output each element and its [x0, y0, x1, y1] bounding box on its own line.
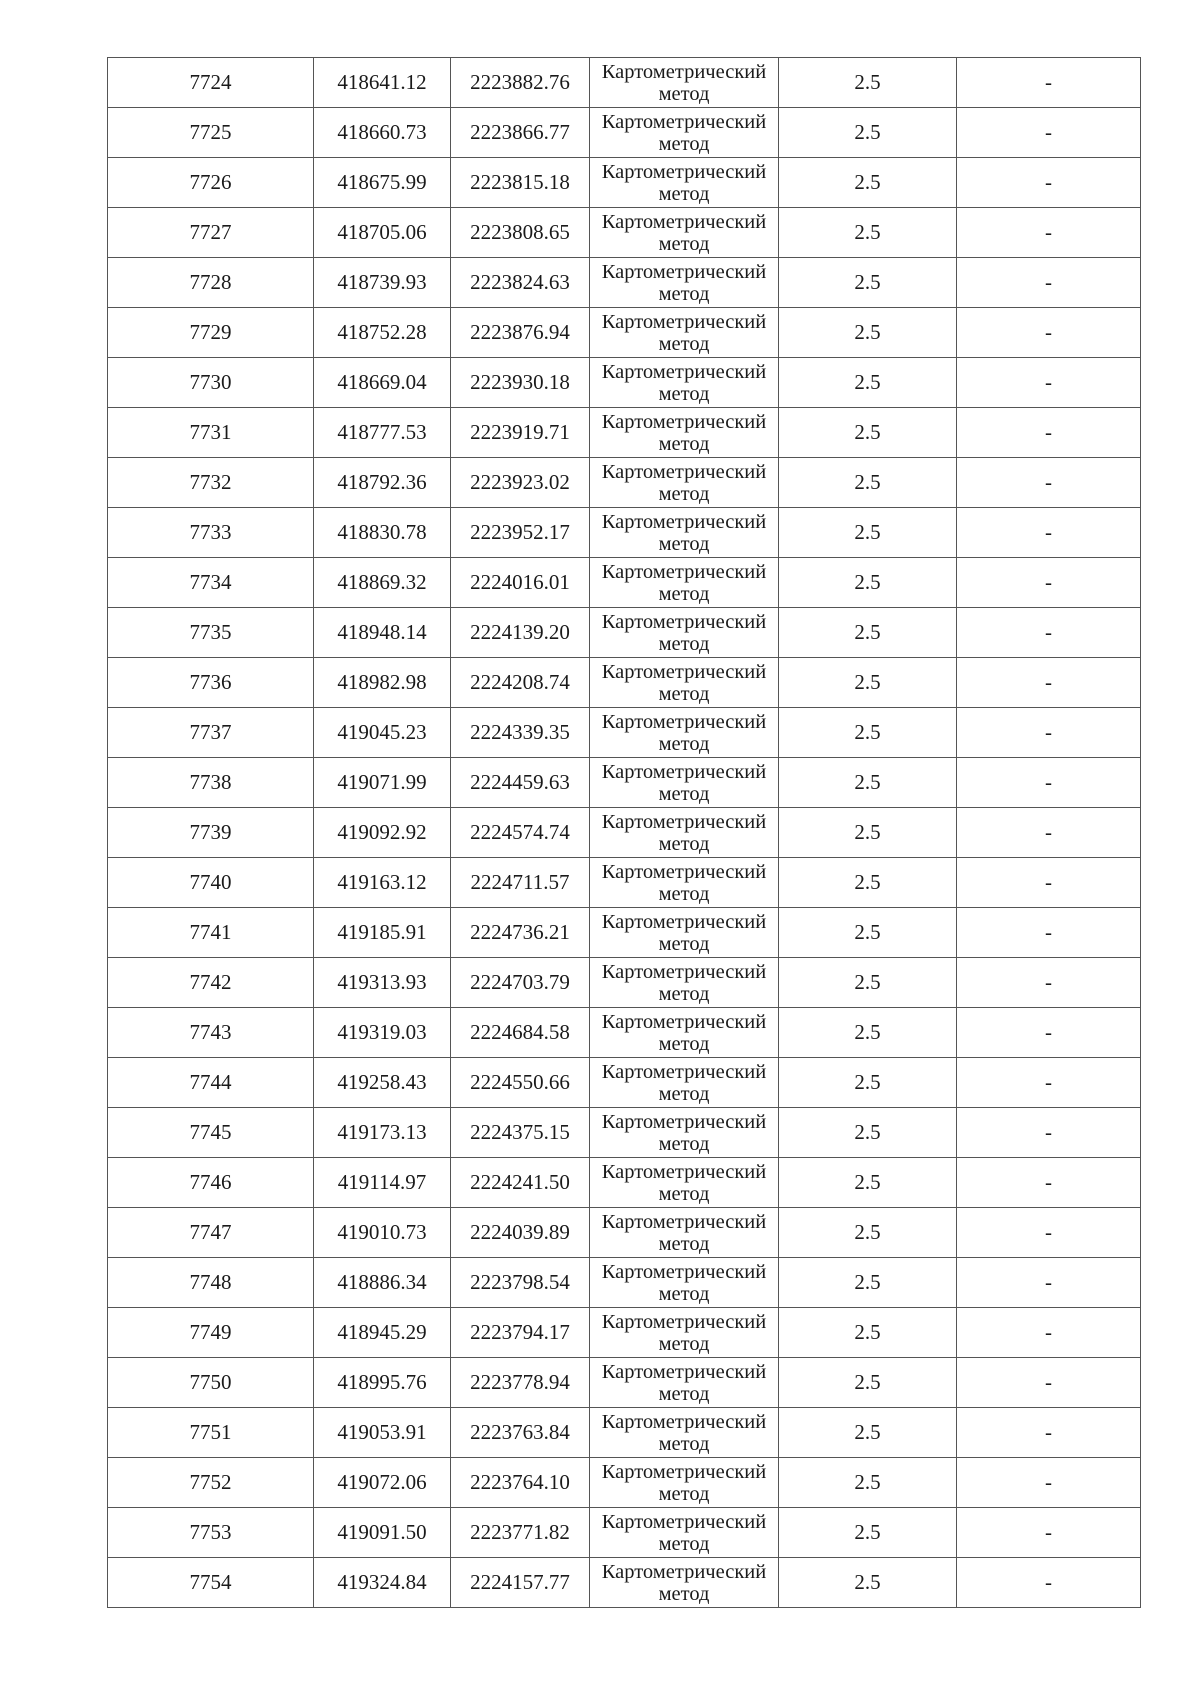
- precision-cell: 2.5: [779, 1558, 957, 1608]
- method-label-line-2: метод: [658, 832, 710, 855]
- description-cell: -: [957, 558, 1141, 608]
- point-number-cell: 7750: [108, 1358, 314, 1408]
- precision-cell: 2.5: [779, 958, 957, 1008]
- method-label-line-2: метод: [658, 1182, 710, 1205]
- method-cell: [590, 158, 779, 208]
- method-label-line-1: Картометрический: [601, 1510, 767, 1533]
- method-cell: [590, 1358, 779, 1408]
- x-coordinate-cell: 419045.23: [314, 708, 451, 758]
- method-label-line-2: метод: [658, 1032, 710, 1055]
- method-label-line-1: Картометрический: [601, 1560, 767, 1583]
- precision-cell: 2.5: [779, 1308, 957, 1358]
- x-coordinate-cell: 418948.14: [314, 608, 451, 658]
- coordinates-table: [107, 57, 1141, 1608]
- y-coordinate-cell: 2223763.84: [451, 1408, 590, 1458]
- precision-cell: 2.5: [779, 758, 957, 808]
- precision-cell: 2.5: [779, 1108, 957, 1158]
- point-number-cell: 7735: [108, 608, 314, 658]
- y-coordinate-cell: 2224016.01: [451, 558, 590, 608]
- y-coordinate-cell: 2223794.17: [451, 1308, 590, 1358]
- y-coordinate-cell: 2224375.15: [451, 1108, 590, 1158]
- method-label-line-1: Картометрический: [601, 210, 767, 233]
- y-coordinate-cell: 2223824.63: [451, 258, 590, 308]
- precision-cell: 2.5: [779, 808, 957, 858]
- method-label-line-2: метод: [658, 82, 710, 105]
- method-cell: [590, 1158, 779, 1208]
- description-cell: -: [957, 108, 1141, 158]
- description-cell: -: [957, 658, 1141, 708]
- point-number-cell: 7736: [108, 658, 314, 708]
- point-number-cell: 7746: [108, 1158, 314, 1208]
- point-number-cell: 7744: [108, 1058, 314, 1108]
- method-label-line-2: метод: [658, 1082, 710, 1105]
- table-row: [108, 1108, 1141, 1158]
- description-cell: -: [957, 708, 1141, 758]
- precision-cell: 2.5: [779, 558, 957, 608]
- method-label-line-1: Картометрический: [601, 710, 767, 733]
- method-cell: [590, 1508, 779, 1558]
- method-cell: [590, 908, 779, 958]
- method-label-line-2: метод: [658, 932, 710, 955]
- precision-cell: 2.5: [779, 1258, 957, 1308]
- method-cell: [590, 558, 779, 608]
- x-coordinate-cell: 418995.76: [314, 1358, 451, 1408]
- y-coordinate-cell: 2223764.10: [451, 1458, 590, 1508]
- x-coordinate-cell: 418830.78: [314, 508, 451, 558]
- method-cell: [590, 258, 779, 308]
- table-row: [108, 358, 1141, 408]
- y-coordinate-cell: 2224241.50: [451, 1158, 590, 1208]
- precision-cell: 2.5: [779, 58, 957, 108]
- method-label-line-2: метод: [658, 882, 710, 905]
- description-cell: -: [957, 1408, 1141, 1458]
- method-label-line-1: Картометрический: [601, 810, 767, 833]
- method-cell: [590, 1458, 779, 1508]
- method-label-line-1: Картометрический: [601, 1460, 767, 1483]
- x-coordinate-cell: 418752.28: [314, 308, 451, 358]
- method-label-line-1: Картометрический: [601, 1060, 767, 1083]
- method-cell: [590, 1008, 779, 1058]
- x-coordinate-cell: 419173.13: [314, 1108, 451, 1158]
- table-row: [108, 1508, 1141, 1558]
- description-cell: -: [957, 208, 1141, 258]
- precision-cell: 2.5: [779, 1408, 957, 1458]
- method-cell: [590, 608, 779, 658]
- table-row: [108, 158, 1141, 208]
- method-label-line-2: метод: [658, 132, 710, 155]
- point-number-cell: 7751: [108, 1408, 314, 1458]
- table-row: [108, 858, 1141, 908]
- description-cell: -: [957, 358, 1141, 408]
- y-coordinate-cell: 2224039.89: [451, 1208, 590, 1258]
- method-label-line-1: Картометрический: [601, 460, 767, 483]
- x-coordinate-cell: 418982.98: [314, 658, 451, 708]
- method-label-line-2: метод: [658, 982, 710, 1005]
- x-coordinate-cell: 418777.53: [314, 408, 451, 458]
- method-label-line-1: Картометрический: [601, 410, 767, 433]
- method-label-line-1: Картометрический: [601, 1360, 767, 1383]
- y-coordinate-cell: 2223930.18: [451, 358, 590, 408]
- description-cell: -: [957, 258, 1141, 308]
- point-number-cell: 7725: [108, 108, 314, 158]
- x-coordinate-cell: 418869.32: [314, 558, 451, 608]
- method-label-line-1: Картометрический: [601, 1310, 767, 1333]
- point-number-cell: 7739: [108, 808, 314, 858]
- description-cell: -: [957, 858, 1141, 908]
- y-coordinate-cell: 2223815.18: [451, 158, 590, 208]
- x-coordinate-cell: 418705.06: [314, 208, 451, 258]
- point-number-cell: 7730: [108, 358, 314, 408]
- y-coordinate-cell: 2223876.94: [451, 308, 590, 358]
- point-number-cell: 7742: [108, 958, 314, 1008]
- y-coordinate-cell: 2223882.76: [451, 58, 590, 108]
- table-row: [108, 1358, 1141, 1408]
- x-coordinate-cell: 419091.50: [314, 1508, 451, 1558]
- method-cell: [590, 458, 779, 508]
- method-cell: [590, 1208, 779, 1258]
- y-coordinate-cell: 2223866.77: [451, 108, 590, 158]
- precision-cell: 2.5: [779, 1058, 957, 1108]
- method-label-line-2: метод: [658, 782, 710, 805]
- description-cell: -: [957, 758, 1141, 808]
- x-coordinate-cell: 419313.93: [314, 958, 451, 1008]
- table-row: [108, 658, 1141, 708]
- method-label-line-1: Картометрический: [601, 1210, 767, 1233]
- description-cell: -: [957, 508, 1141, 558]
- method-label-line-2: метод: [658, 332, 710, 355]
- x-coordinate-cell: 418886.34: [314, 1258, 451, 1308]
- y-coordinate-cell: 2224339.35: [451, 708, 590, 758]
- method-label-line-1: Картометрический: [601, 1010, 767, 1033]
- method-label-line-2: метод: [658, 282, 710, 305]
- precision-cell: 2.5: [779, 1008, 957, 1058]
- table-row: [108, 58, 1141, 108]
- point-number-cell: 7752: [108, 1458, 314, 1508]
- precision-cell: 2.5: [779, 508, 957, 558]
- method-label-line-2: метод: [658, 732, 710, 755]
- precision-cell: 2.5: [779, 658, 957, 708]
- table-row: [108, 1058, 1141, 1108]
- method-label-line-2: метод: [658, 182, 710, 205]
- precision-cell: 2.5: [779, 1508, 957, 1558]
- precision-cell: 2.5: [779, 308, 957, 358]
- x-coordinate-cell: 419053.91: [314, 1408, 451, 1458]
- table-row: [108, 108, 1141, 158]
- point-number-cell: 7726: [108, 158, 314, 208]
- method-label-line-1: Картометрический: [601, 860, 767, 883]
- table-row: [108, 1308, 1141, 1358]
- method-label-line-1: Картометрический: [601, 560, 767, 583]
- method-label-line-1: Картометрический: [601, 110, 767, 133]
- x-coordinate-cell: 418739.93: [314, 258, 451, 308]
- description-cell: -: [957, 408, 1141, 458]
- method-cell: [590, 658, 779, 708]
- method-cell: [590, 358, 779, 408]
- point-number-cell: 7729: [108, 308, 314, 358]
- method-cell: [590, 808, 779, 858]
- point-number-cell: 7745: [108, 1108, 314, 1158]
- method-cell: [590, 858, 779, 908]
- method-cell: [590, 1308, 779, 1358]
- point-number-cell: 7748: [108, 1258, 314, 1308]
- point-number-cell: 7732: [108, 458, 314, 508]
- method-label-line-1: Картометрический: [601, 160, 767, 183]
- table-row: [108, 958, 1141, 1008]
- y-coordinate-cell: 2224574.74: [451, 808, 590, 858]
- method-label-line-1: Картометрический: [601, 1160, 767, 1183]
- point-number-cell: 7754: [108, 1558, 314, 1608]
- method-label-line-2: метод: [658, 1282, 710, 1305]
- method-label-line-2: метод: [658, 1132, 710, 1155]
- point-number-cell: 7753: [108, 1508, 314, 1558]
- description-cell: -: [957, 1258, 1141, 1308]
- method-label-line-2: метод: [658, 1582, 710, 1605]
- table-row: [108, 408, 1141, 458]
- y-coordinate-cell: 2223808.65: [451, 208, 590, 258]
- table-row: [108, 258, 1141, 308]
- point-number-cell: 7741: [108, 908, 314, 958]
- table-row: [108, 1258, 1141, 1308]
- y-coordinate-cell: 2224208.74: [451, 658, 590, 708]
- y-coordinate-cell: 2224139.20: [451, 608, 590, 658]
- method-label-line-1: Картометрический: [601, 310, 767, 333]
- table-row: [108, 758, 1141, 808]
- x-coordinate-cell: 419114.97: [314, 1158, 451, 1208]
- x-coordinate-cell: 419072.06: [314, 1458, 451, 1508]
- table-row: [108, 1158, 1141, 1208]
- table-row: [108, 908, 1141, 958]
- description-cell: -: [957, 58, 1141, 108]
- method-label-line-1: Картометрический: [601, 760, 767, 783]
- x-coordinate-cell: 418792.36: [314, 458, 451, 508]
- table-body: [108, 58, 1141, 1608]
- method-label-line-2: метод: [658, 432, 710, 455]
- table-row: [108, 1008, 1141, 1058]
- table-row: [108, 458, 1141, 508]
- precision-cell: 2.5: [779, 858, 957, 908]
- y-coordinate-cell: 2224736.21: [451, 908, 590, 958]
- description-cell: -: [957, 608, 1141, 658]
- y-coordinate-cell: 2223798.54: [451, 1258, 590, 1308]
- point-number-cell: 7724: [108, 58, 314, 108]
- method-label-line-1: Картометрический: [601, 360, 767, 383]
- method-label-line-2: метод: [658, 582, 710, 605]
- method-label-line-1: Картометрический: [601, 1410, 767, 1433]
- method-cell: [590, 1258, 779, 1308]
- description-cell: -: [957, 1058, 1141, 1108]
- point-number-cell: 7738: [108, 758, 314, 808]
- description-cell: -: [957, 958, 1141, 1008]
- precision-cell: 2.5: [779, 208, 957, 258]
- y-coordinate-cell: 2223771.82: [451, 1508, 590, 1558]
- x-coordinate-cell: 419010.73: [314, 1208, 451, 1258]
- table-row: [108, 208, 1141, 258]
- precision-cell: 2.5: [779, 908, 957, 958]
- method-cell: [590, 958, 779, 1008]
- table-row: [108, 1458, 1141, 1508]
- method-cell: [590, 108, 779, 158]
- x-coordinate-cell: 418675.99: [314, 158, 451, 208]
- method-cell: [590, 1558, 779, 1608]
- method-cell: [590, 758, 779, 808]
- method-label-line-2: метод: [658, 482, 710, 505]
- table-row: [108, 1408, 1141, 1458]
- point-number-cell: 7737: [108, 708, 314, 758]
- x-coordinate-cell: 419185.91: [314, 908, 451, 958]
- x-coordinate-cell: 419258.43: [314, 1058, 451, 1108]
- y-coordinate-cell: 2224684.58: [451, 1008, 590, 1058]
- description-cell: -: [957, 1558, 1141, 1608]
- precision-cell: 2.5: [779, 1208, 957, 1258]
- point-number-cell: 7743: [108, 1008, 314, 1058]
- table-row: [108, 308, 1141, 358]
- method-label-line-2: метод: [658, 1232, 710, 1255]
- x-coordinate-cell: 418669.04: [314, 358, 451, 408]
- description-cell: -: [957, 908, 1141, 958]
- y-coordinate-cell: 2223923.02: [451, 458, 590, 508]
- point-number-cell: 7727: [108, 208, 314, 258]
- description-cell: -: [957, 1108, 1141, 1158]
- precision-cell: 2.5: [779, 358, 957, 408]
- precision-cell: 2.5: [779, 458, 957, 508]
- method-cell: [590, 1058, 779, 1108]
- x-coordinate-cell: 419319.03: [314, 1008, 451, 1058]
- method-label-line-2: метод: [658, 1332, 710, 1355]
- y-coordinate-cell: 2223778.94: [451, 1358, 590, 1408]
- description-cell: -: [957, 1158, 1141, 1208]
- method-label-line-1: Картометрический: [601, 910, 767, 933]
- method-cell: [590, 508, 779, 558]
- description-cell: -: [957, 458, 1141, 508]
- table-row: [108, 608, 1141, 658]
- method-label-line-1: Картометрический: [601, 660, 767, 683]
- precision-cell: 2.5: [779, 258, 957, 308]
- precision-cell: 2.5: [779, 108, 957, 158]
- method-cell: [590, 308, 779, 358]
- y-coordinate-cell: 2224703.79: [451, 958, 590, 1008]
- description-cell: -: [957, 158, 1141, 208]
- description-cell: -: [957, 1308, 1141, 1358]
- method-cell: [590, 208, 779, 258]
- method-label-line-2: метод: [658, 1532, 710, 1555]
- point-number-cell: 7728: [108, 258, 314, 308]
- method-cell: [590, 408, 779, 458]
- point-number-cell: 7740: [108, 858, 314, 908]
- x-coordinate-cell: 419071.99: [314, 758, 451, 808]
- precision-cell: 2.5: [779, 1358, 957, 1408]
- method-label-line-2: метод: [658, 232, 710, 255]
- table-row: [108, 1208, 1141, 1258]
- precision-cell: 2.5: [779, 608, 957, 658]
- y-coordinate-cell: 2224550.66: [451, 1058, 590, 1108]
- method-cell: [590, 1108, 779, 1158]
- method-label-line-2: метод: [658, 632, 710, 655]
- description-cell: -: [957, 1208, 1141, 1258]
- method-label-line-1: Картометрический: [601, 610, 767, 633]
- method-label-line-1: Картометрический: [601, 1110, 767, 1133]
- table-row: [108, 558, 1141, 608]
- description-cell: -: [957, 1358, 1141, 1408]
- x-coordinate-cell: 419163.12: [314, 858, 451, 908]
- description-cell: -: [957, 1008, 1141, 1058]
- method-cell: [590, 1408, 779, 1458]
- method-label-line-1: Картометрический: [601, 1260, 767, 1283]
- x-coordinate-cell: 419324.84: [314, 1558, 451, 1608]
- description-cell: -: [957, 808, 1141, 858]
- y-coordinate-cell: 2224459.63: [451, 758, 590, 808]
- method-cell: [590, 708, 779, 758]
- x-coordinate-cell: 418641.12: [314, 58, 451, 108]
- method-label-line-2: метод: [658, 532, 710, 555]
- precision-cell: 2.5: [779, 1458, 957, 1508]
- point-number-cell: 7747: [108, 1208, 314, 1258]
- method-label-line-1: Картометрический: [601, 60, 767, 83]
- point-number-cell: 7734: [108, 558, 314, 608]
- y-coordinate-cell: 2224157.77: [451, 1558, 590, 1608]
- y-coordinate-cell: 2223919.71: [451, 408, 590, 458]
- point-number-cell: 7731: [108, 408, 314, 458]
- table-row: [108, 808, 1141, 858]
- description-cell: -: [957, 308, 1141, 358]
- method-label-line-1: Картометрический: [601, 260, 767, 283]
- precision-cell: 2.5: [779, 1158, 957, 1208]
- description-cell: -: [957, 1458, 1141, 1508]
- description-cell: -: [957, 1508, 1141, 1558]
- table-row: [108, 508, 1141, 558]
- method-label-line-2: метод: [658, 382, 710, 405]
- method-label-line-2: метод: [658, 682, 710, 705]
- point-number-cell: 7749: [108, 1308, 314, 1358]
- precision-cell: 2.5: [779, 408, 957, 458]
- x-coordinate-cell: 419092.92: [314, 808, 451, 858]
- point-number-cell: 7733: [108, 508, 314, 558]
- table-row: [108, 708, 1141, 758]
- y-coordinate-cell: 2223952.17: [451, 508, 590, 558]
- method-label-line-2: метод: [658, 1432, 710, 1455]
- method-label-line-1: Картометрический: [601, 510, 767, 533]
- method-label-line-2: метод: [658, 1482, 710, 1505]
- table-row: [108, 1558, 1141, 1608]
- method-label-line-1: Картометрический: [601, 960, 767, 983]
- method-cell: [590, 58, 779, 108]
- x-coordinate-cell: 418660.73: [314, 108, 451, 158]
- method-label-line-2: метод: [658, 1382, 710, 1405]
- precision-cell: 2.5: [779, 158, 957, 208]
- precision-cell: 2.5: [779, 708, 957, 758]
- y-coordinate-cell: 2224711.57: [451, 858, 590, 908]
- x-coordinate-cell: 418945.29: [314, 1308, 451, 1358]
